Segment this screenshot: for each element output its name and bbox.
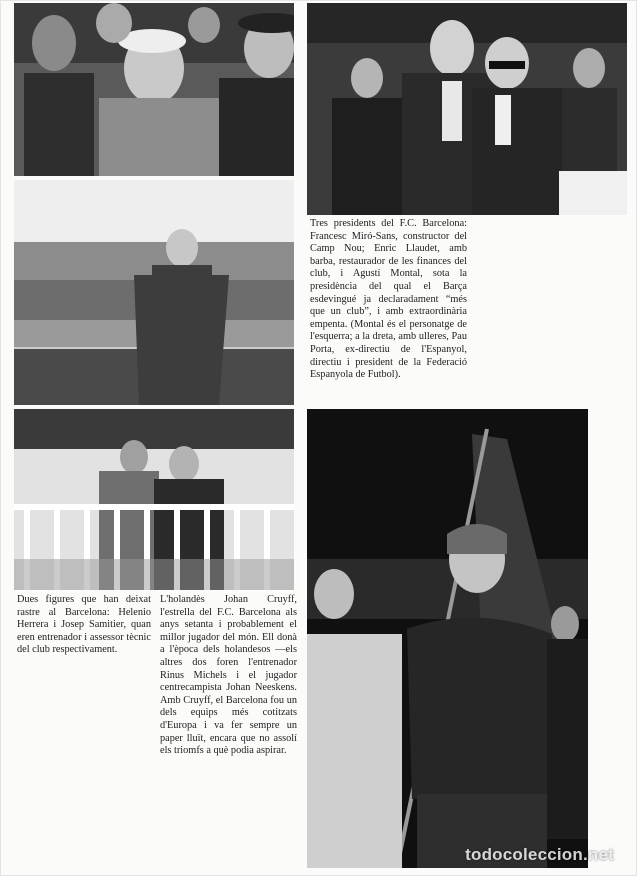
photo-three-presidents-image bbox=[307, 3, 627, 215]
photo-spectators bbox=[14, 3, 294, 176]
caption-three-presidents: Tres presidents del F.C. Barcelona: Francesc Miró-Sans, constructor del Camp Nou; Enric Llaudet, amb barba, restaurador de les finances del club, i Agustí Montal, sota la presidència del qual el Barça esdevingué ja declaradament “més que un club”, i amb extraordinària empenta. (Montal és el personatge de l'esquerra; a la dreta, amb ulleres, Pau Porta, ex-directiu de l'Espanyol, directiu i president de la Federació Espanyola de Futbol). bbox=[310, 218, 467, 381]
watermark: todocoleccion.net bbox=[465, 845, 614, 864]
photo-herrera-samitier-image bbox=[14, 409, 294, 590]
photo-cruyff-image bbox=[307, 409, 588, 868]
caption-herrera-samitier: Dues figures que han deixat rastre al Barcelona: Helenio Herrera i Josep Samitier, quan eren entrenador i assessor tècnic del club respectivament. bbox=[17, 594, 151, 656]
photo-spectators-image bbox=[14, 3, 294, 176]
photo-stadium-man bbox=[14, 180, 294, 405]
photo-cruyff bbox=[307, 409, 588, 868]
caption-cruyff: L'holandès Johan Cruyff, l'estrella del F.C. Barcelona als anys setanta i probablement el millor jugador del món. Ell donà a l'època dels holandesos —els altres dos foren l'entrenador Rinus Michels i el jugador centrecampista Johan Neeskens. Amb Cruyff, el Barcelona fou un dels equips més cotitzats d'Europa i va fer sempre un paper lluït, encara que no assolí els triomfs a què podia aspirar. bbox=[160, 594, 297, 757]
photo-herrera-samitier bbox=[14, 409, 294, 590]
photo-three-presidents bbox=[307, 3, 627, 215]
photo-stadium-man-image bbox=[14, 180, 294, 405]
